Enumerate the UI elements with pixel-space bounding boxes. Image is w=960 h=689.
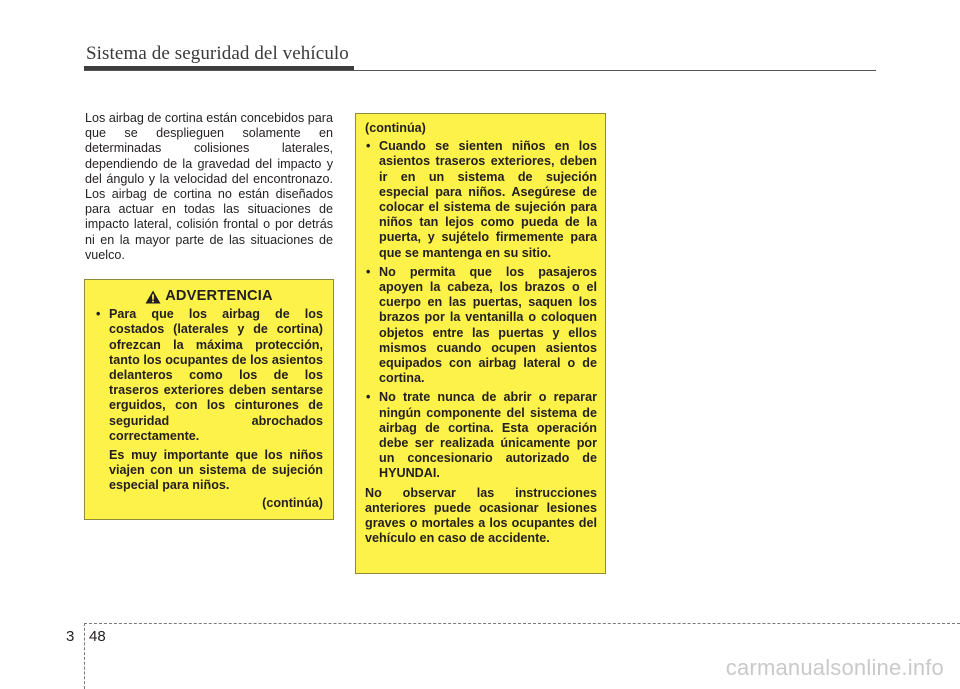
continued-bullet: • No permita que los pasajeros apoyen la cabeza, los brazos o el cuerpo en las puertas, saquen los brazos por la ventanilla o coloquen objetos entre las puertas y ellos mismos cuando ocupen asientos equipados con airbag lateral o de cortina.: [365, 265, 597, 387]
continued-bullet: • No trate nunca de abrir o reparar ningún componente del sistema de airbag de cortina. Esta operación debe ser realizada únicamente por un concesionario autorizado de HYUNDAI.: [365, 390, 597, 481]
intro-paragraph: Los airbag de cortina están concebidos para que se desplieguen solamente en determinadas colisiones laterales, dependiendo de la gravedad del impacto y del ángulo y la velocidad del encontronazo. Los airbag de cortina no están diseñados para actuar en todas las situaciones de impacto lateral, colisión frontal o por detrás ni en la mayor parte de las situaciones de vuelco.: [85, 111, 333, 262]
continued-bullet: • Cuando se sienten niños en los asientos traseros exteriores, deben ir en un sistema de sujeción especial para niños. Asegúrese de colocar el sistema de sujeción para niños tan lejos como pueda de la puerta, y sujételo firmemente para que se mantenga en su sitio.: [365, 139, 597, 261]
warning-title: ADVERTENCIA: [165, 288, 273, 304]
footer-rule: [84, 623, 960, 624]
continues-note: (continúa): [262, 495, 323, 510]
continued-warning-box: [355, 113, 606, 574]
chapter-number: 3: [66, 628, 75, 645]
warning-bullet: • Para que los airbag de los costados (laterales y de cortina) ofrezcan la máxima protección, tanto los ocupantes de los asientos delanteros como los de los traseros exteriores deben sentarse erguidos, con los cinturones de seguridad abrochados correctamente.: [95, 307, 323, 444]
closing-paragraph: No observar las instrucciones anteriores puede ocasionar lesiones graves o mortales a los ocupantes del vehículo en caso de accidente.: [365, 485, 597, 546]
warning-triangle-icon: [145, 290, 161, 304]
continued-label: (continúa): [365, 121, 426, 135]
warning-box: [84, 279, 334, 520]
page-number: 48: [89, 628, 106, 645]
section-title: Sistema de seguridad del vehículo: [86, 43, 349, 64]
watermark: carmanualsonline.info: [725, 655, 944, 680]
header-rule: [84, 70, 876, 71]
warning-paragraph: Es muy importante que los niños viajen con un sistema de sujeción especial para niños.: [109, 448, 323, 493]
warning-header: [95, 289, 323, 304]
footer-divider: [84, 623, 85, 689]
